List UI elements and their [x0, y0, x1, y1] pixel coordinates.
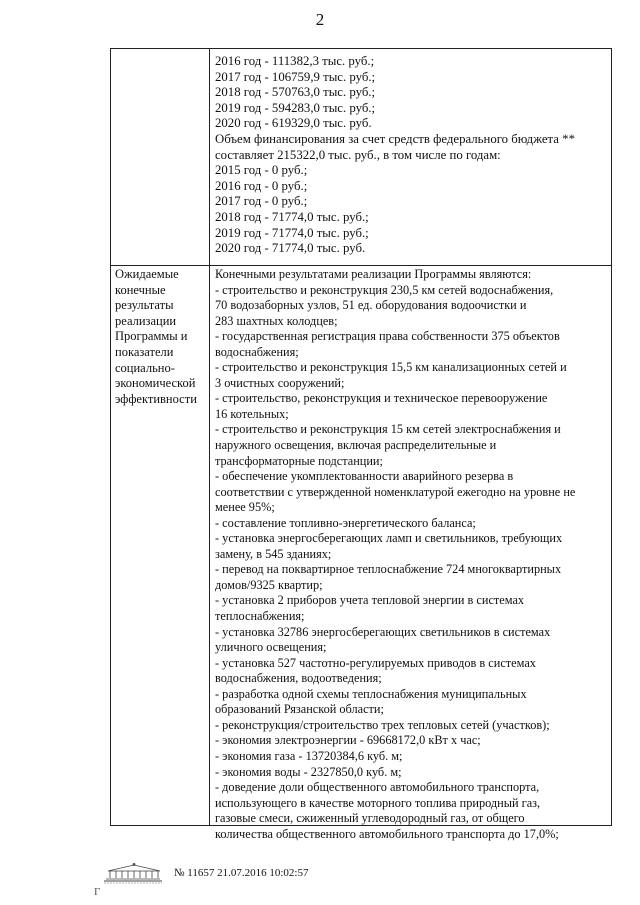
result-line: наружного освещения, включая распределительные и	[215, 438, 497, 453]
financing-line: 2016 год - 111382,3 тыс. руб.;	[215, 54, 375, 68]
label-line: экономической	[115, 376, 196, 391]
result-line: - строительство и реконструкция 15 км сетей электроснабжения и	[215, 422, 561, 437]
registration-stamp-text: № 11657 21.07.2016 10:02:57	[174, 867, 309, 879]
result-line: замену, в 545 зданиях;	[215, 546, 332, 561]
result-line: трансформаторные подстанции;	[215, 453, 383, 468]
row-divider	[111, 265, 611, 266]
result-line: домов/9325 квартир;	[215, 577, 323, 592]
financing-line: 2020 год - 71774,0 тыс. руб.	[215, 241, 366, 256]
result-line: 70 водозаборных узлов, 51 ед. оборудования водоочистки и	[215, 298, 527, 313]
page-number: 2	[315, 10, 325, 29]
footer-registration	[100, 862, 308, 884]
result-line: водоснабжения;	[215, 344, 299, 359]
result-line: количества общественного автомобильного транспорта до 17,0%;	[215, 826, 559, 841]
financing-line: 2017 год - 0 руб.;	[215, 194, 308, 209]
result-line: - строительство и реконструкция 15,5 км канализационных сетей и	[215, 360, 567, 375]
result-line: - установка 2 приборов учета тепловой энергии в системах	[215, 593, 525, 608]
result-line: теплоснабжения;	[215, 609, 305, 624]
result-line: - перевод на поквартирное теплоснабжение 724 многоквартирных	[215, 562, 562, 577]
financing-line: 2019 год - 594283,0 тыс. руб.;	[215, 100, 376, 115]
result-line: - реконструкция/строительство трех тепловых сетей (участков);	[215, 717, 550, 732]
result-line: - установка 32786 энергосберегающих светильников в системах	[215, 624, 551, 639]
program-passport-table	[110, 48, 612, 841]
label-line: показатели	[115, 344, 174, 359]
label-line: Программы и	[115, 329, 188, 344]
result-line: Конечными результатами реализации Программы являются:	[215, 267, 532, 281]
result-line: - доведение доли общественного автомобильного транспорта,	[215, 780, 540, 795]
result-line: соответствии с утвержденной номенклатурой ежегодно на уровне не	[215, 484, 576, 499]
financing-line: 2020 год - 619329,0 тыс. руб.	[215, 116, 372, 131]
result-line: - составление топливно-энергетического баланса;	[215, 515, 476, 530]
expected-results-content-cell	[215, 267, 609, 842]
result-line: - экономия газа - 13720384,6 куб. м;	[215, 748, 403, 763]
result-line: - установка энергосберегающих ламп и светильников, требующих	[215, 531, 563, 546]
financing-line: Объем финансирования за счет средств федерального бюджета **	[215, 131, 575, 146]
result-line: - государственная регистрация права собственности 375 объектов	[215, 329, 560, 344]
financing-cell	[215, 54, 611, 257]
label-line: эффективности	[115, 391, 197, 406]
financing-line: 2018 год - 71774,0 тыс. руб.;	[215, 209, 369, 224]
result-line: газовые смеси, сжиженный углеводородный газ, от общего	[215, 811, 525, 826]
result-line: - строительство, реконструкция и техническое перевооружение	[215, 391, 548, 406]
result-line: 283 шахтных колодцев;	[215, 313, 338, 328]
result-line: - установка 527 частотно-регулируемых приводов в системах	[215, 655, 536, 670]
financing-line: 2015 год - 0 руб.;	[215, 163, 308, 178]
result-line: - экономия воды - 2327850,0 куб. м;	[215, 764, 402, 779]
label-line: социально-	[115, 360, 175, 375]
financing-line: 2019 год - 71774,0 тыс. руб.;	[215, 225, 369, 240]
label-line: Ожидаемые	[115, 267, 179, 281]
government-building-stamp-icon	[100, 862, 166, 884]
financing-line: 2016 год - 0 руб.;	[215, 178, 308, 193]
result-line: водоснабжения, водоотведения;	[215, 671, 382, 686]
result-line: образований Рязанской области;	[215, 702, 384, 717]
result-line: использующего в качестве моторного топлива природный газ,	[215, 795, 541, 810]
result-line: - обеспечение укомплектованности аварийного резерва в	[215, 469, 514, 484]
label-line: реализации	[115, 313, 177, 328]
label-line: конечные	[115, 282, 166, 297]
financing-line: 2018 год - 570763,0 тыс. руб.;	[215, 85, 376, 100]
result-line: - строительство и реконструкция 230,5 км сетей водоснабжения,	[215, 282, 554, 297]
result-line: 3 очистных сооружений;	[215, 375, 345, 390]
financing-line: 2017 год - 106759,9 тыс. руб.;	[215, 69, 376, 84]
result-line: - разработка одной схемы теплоснабжения муниципальных	[215, 686, 527, 701]
expected-results-label-cell	[115, 267, 207, 407]
label-line: результаты	[115, 298, 174, 313]
result-line: менее 95%;	[215, 500, 275, 515]
result-line: 16 котельных;	[215, 406, 289, 421]
result-line: уличного освещения;	[215, 640, 327, 655]
financing-line: составляет 215322,0 тыс. руб., в том числе по годам:	[215, 147, 501, 162]
handwritten-mark: Г	[94, 886, 101, 898]
column-divider	[209, 49, 210, 825]
result-line: - экономия электроэнергии - 69668172,0 кВт х час;	[215, 733, 481, 748]
